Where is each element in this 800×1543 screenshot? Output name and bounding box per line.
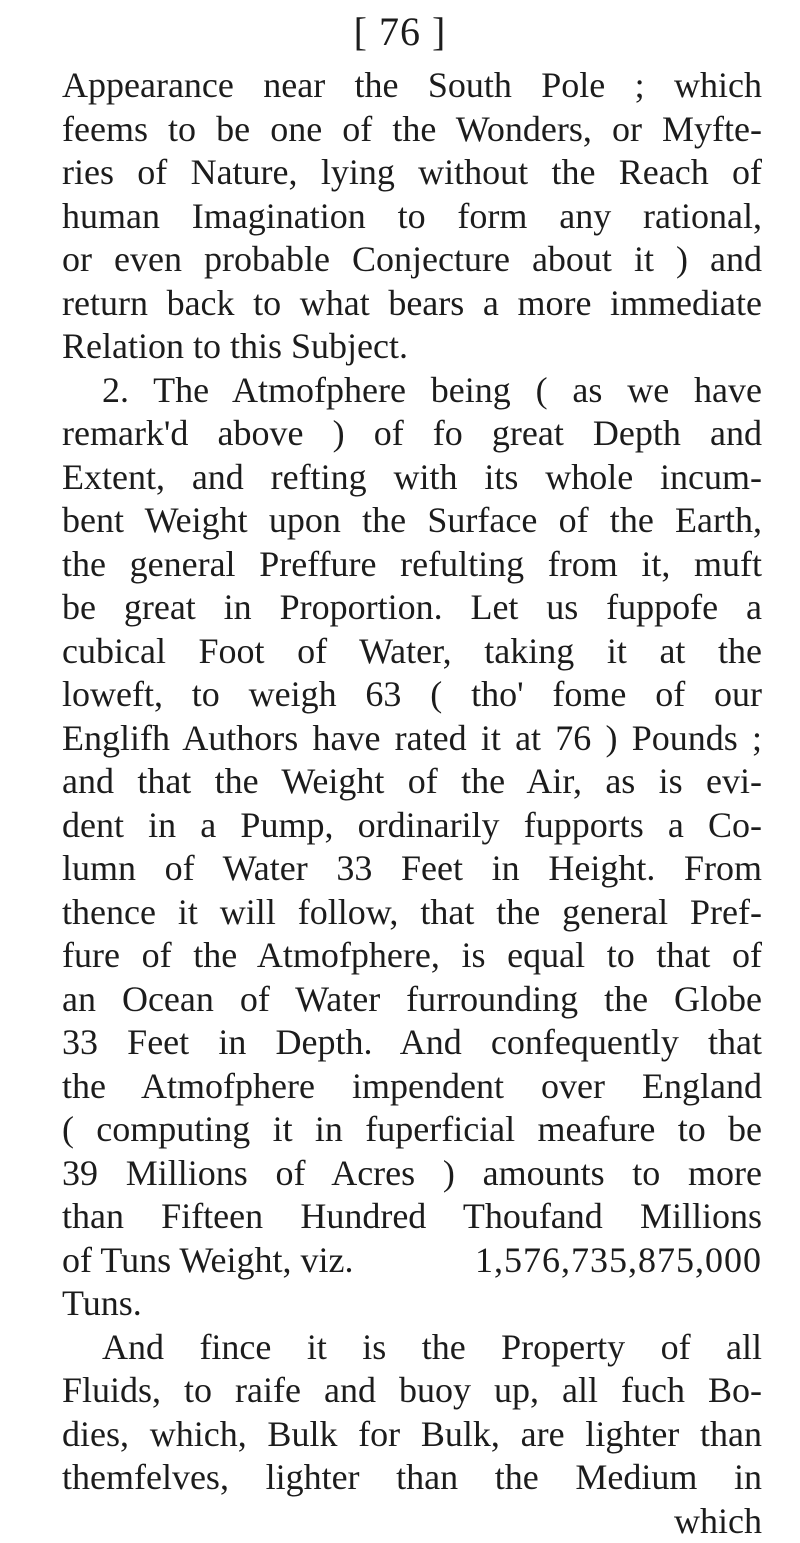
text-line: Englifh Authors have rated it at 76 ) Pounds ;	[62, 717, 762, 761]
text-line: than Fifteen Hundred Thoufand Millions	[62, 1195, 762, 1239]
text-line: dies, which, Bulk for Bulk, are lighter than	[62, 1413, 762, 1457]
text-line: the Atmofphere impendent over England	[62, 1065, 762, 1109]
text-line: lumn of Water 33 Feet in Height. From	[62, 847, 762, 891]
text-line: ( computing it in fuperficial meafure to be	[62, 1108, 762, 1152]
text-line: remark'd above ) of fo great Depth and	[62, 412, 762, 456]
text-line: the general Preffure refulting from it, muft	[62, 543, 762, 587]
text-line: bent Weight upon the Surface of the Earth,	[62, 499, 762, 543]
text-line: Relation to this Subject.	[62, 325, 762, 369]
text-line: Appearance near the South Pole ; which	[62, 64, 762, 108]
body-text	[62, 64, 762, 1543]
text-line: ries of Nature, lying without the Reach of	[62, 151, 762, 195]
text-line: Extent, and refting with its whole incum-	[62, 456, 762, 500]
paragraph-opening-line: 2. The Atmofphere being ( as we have	[62, 369, 762, 413]
text-line: return back to what bears a more immediate	[62, 282, 762, 326]
text-line: and that the Weight of the Air, as is evi-	[62, 760, 762, 804]
catchword: which	[62, 1500, 762, 1543]
text-line: 39 Millions of Acres ) amounts to more	[62, 1152, 762, 1196]
tuns-label: Tuns.	[62, 1282, 762, 1326]
text-line: Fluids, to raife and buoy up, all fuch Bo-	[62, 1369, 762, 1413]
text-line: 33 Feet in Depth. And confequently that	[62, 1021, 762, 1065]
text-line: dent in a Pump, ordinarily fupports a Co-	[62, 804, 762, 848]
text-line: or even probable Conjecture about it ) and	[62, 238, 762, 282]
text-line: thence it will follow, that the general Pref-	[62, 891, 762, 935]
text-line: loweft, to weigh 63 ( tho' fome of our	[62, 673, 762, 717]
text-line: cubical Foot of Water, taking it at the	[62, 630, 762, 674]
text-line: an Ocean of Water furrounding the Globe	[62, 978, 762, 1022]
page-number: [ 76 ]	[0, 8, 800, 55]
text-line: feems to be one of the Wonders, or Myfte-	[62, 108, 762, 152]
paragraph-opening-line: And fince it is the Property of all	[62, 1326, 762, 1370]
tuns-weight-figure: 1,576,735,875,000	[475, 1239, 762, 1283]
text-line: themfelves, lighter than the Medium in	[62, 1456, 762, 1500]
tuns-weight-text: of Tuns Weight, viz.	[62, 1239, 353, 1283]
text-line: human Imagination to form any rational,	[62, 195, 762, 239]
text-line: fure of the Atmofphere, is equal to that of	[62, 934, 762, 978]
text-line: be great in Proportion. Let us fuppofe a	[62, 586, 762, 630]
tuns-weight-row	[62, 1239, 762, 1283]
